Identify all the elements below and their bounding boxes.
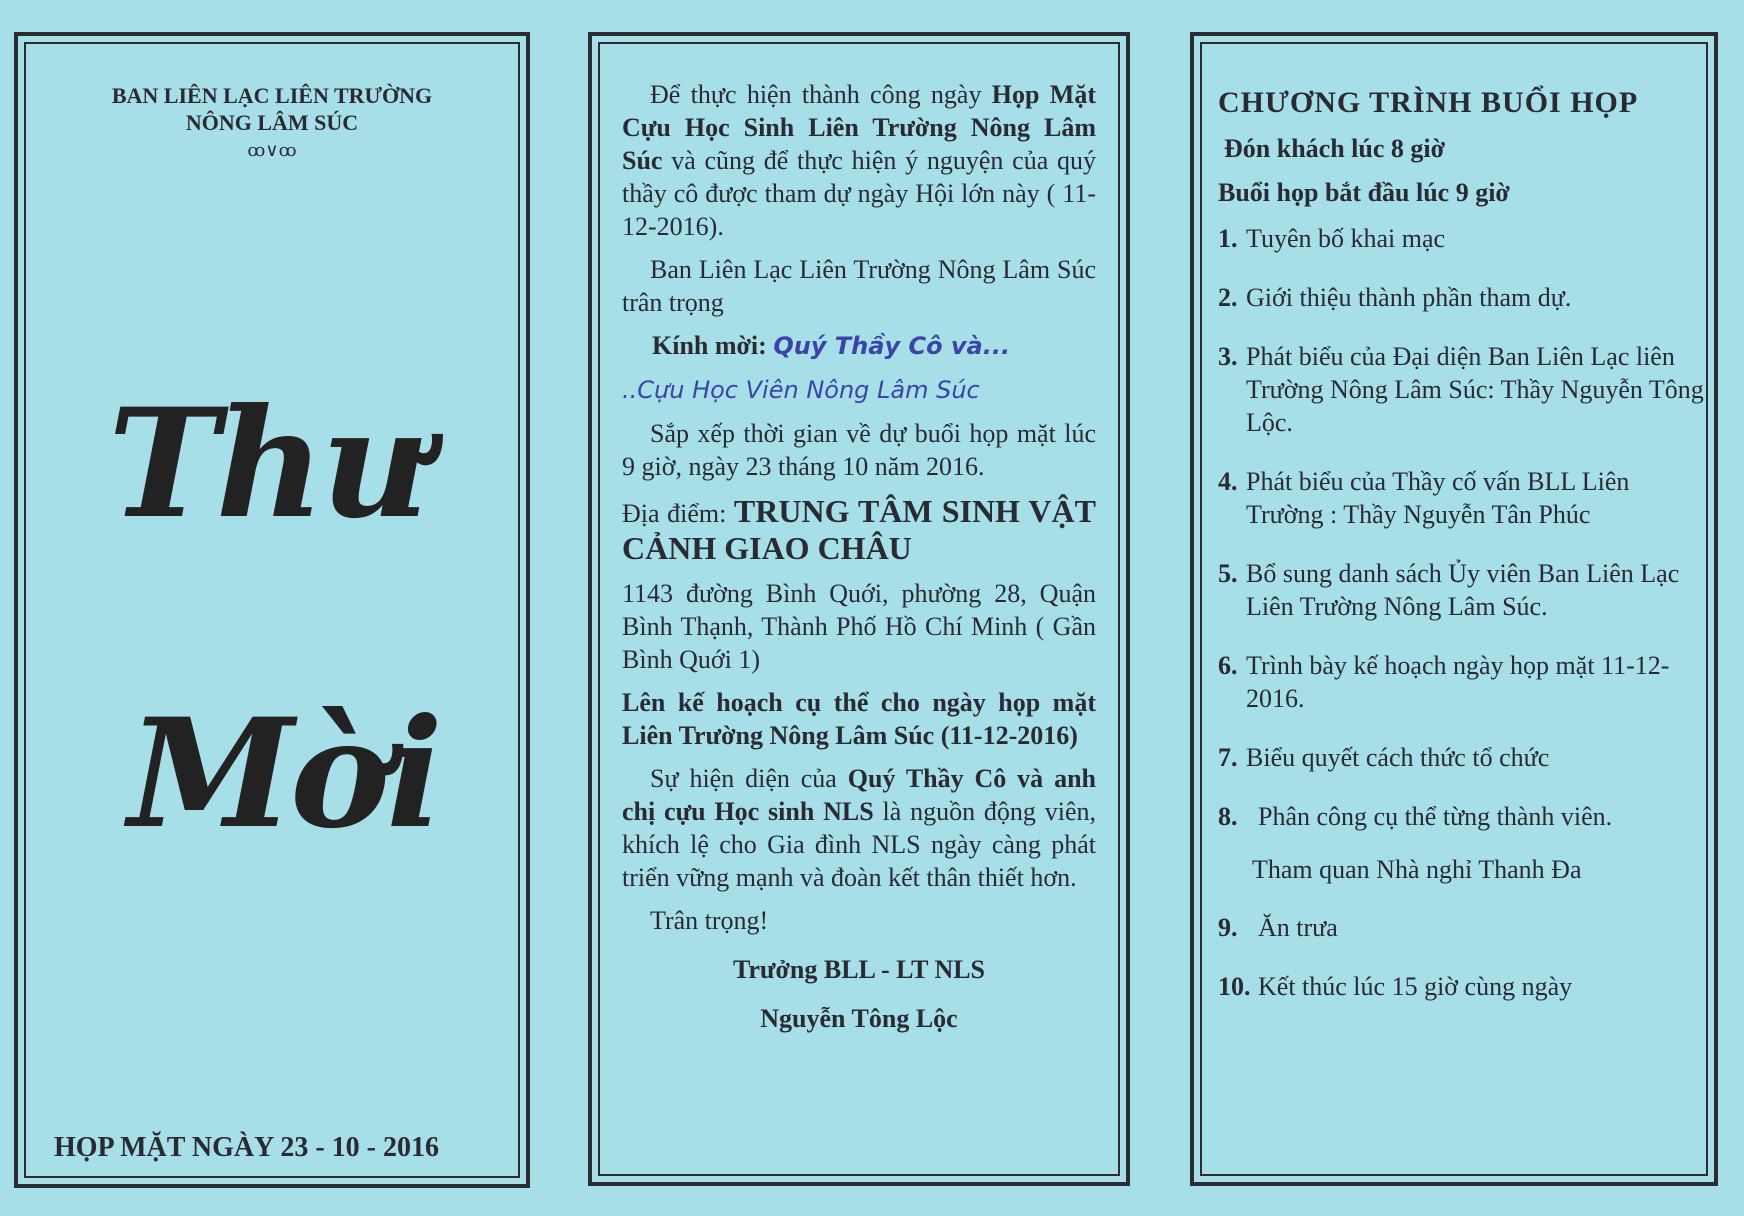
item-number: 6. <box>1218 651 1238 680</box>
item-number: 2. <box>1218 283 1238 312</box>
cover-panel <box>14 32 530 1188</box>
meeting-date: HỌP MẶT NGÀY 23 - 10 - 2016 <box>54 1132 439 1163</box>
item-text: Trình bày kế hoạch ngày họp mặt 11-12-2016. <box>1246 651 1670 713</box>
item-number: 1. <box>1218 224 1238 253</box>
intro-text-a: Để thực hiện thành công ngày <box>650 80 992 109</box>
presence-text-c: là nguồn động viên, khích lệ cho Gia đình NLS ngày càng phát triển vững mạnh và đoàn kết thân thiết hơn. <box>622 797 1096 892</box>
program-item <box>1218 465 1704 531</box>
invite-handwritten-2: ..Cựu Học Viên Nông Lâm Súc <box>622 376 980 404</box>
item-number: 9. <box>1218 913 1238 942</box>
program-item <box>1218 557 1704 623</box>
signer-title: Trưởng BLL - LT NLS <box>732 955 986 984</box>
presence-text-bold: Quý Thầy Cô và anh chị cựu Học sinh NLS <box>622 764 1096 826</box>
item-number: 7. <box>1218 743 1238 772</box>
item-text: Phát biểu của Đại diện Ban Liên Lạc liên Trường Nông Lâm Súc: Thầy Nguyễn Tông Lộc. <box>1246 342 1704 437</box>
venue-paragraph <box>622 493 1096 567</box>
item-number: 4. <box>1218 467 1238 496</box>
org-line-2: NÔNG LÂM SÚC <box>185 110 359 135</box>
program-item <box>1218 649 1704 715</box>
item-number: 5. <box>1218 559 1238 588</box>
signer-name: Nguyễn Tông Lộc <box>760 1004 958 1033</box>
welcome-time: Đón khách lúc 8 giờ <box>1224 134 1445 163</box>
title-word-thu: Thư <box>108 376 426 552</box>
item-text: Phát biểu của Thầy cố vấn BLL Liên Trường : Thầy Nguyễn Tân Phúc <box>1246 467 1630 529</box>
intro-text-bold: Họp Mặt Cựu Học Sinh Liên Trường Nông Lâm Súc <box>622 80 1096 175</box>
arrange-paragraph: Sắp xếp thời gian về dự buổi họp mặt lúc 9 giờ, ngày 23 tháng 10 năm 2016. <box>622 419 1096 481</box>
program-item <box>1218 222 1704 255</box>
program-item <box>1218 340 1704 439</box>
program-item <box>1218 741 1704 774</box>
item-text: Giới thiệu thành phần tham dự. <box>1246 283 1572 312</box>
invite-handwritten-1: Quý Thầy Cô và... <box>773 332 1011 360</box>
org-line-1: BAN LIÊN LẠC LIÊN TRƯỜNG <box>111 83 433 108</box>
item-text: Bổ sung danh sách Ủy viên Ban Liên Lạc Liên Trường Nông Lâm Súc. <box>1246 559 1680 621</box>
title-word-moi: Mời <box>128 686 440 862</box>
program-item <box>1218 970 1704 1003</box>
item-text: Biểu quyết cách thức tổ chức <box>1246 743 1550 772</box>
program-item <box>1218 281 1704 314</box>
item-number: 3. <box>1218 342 1238 371</box>
item-text: Phân công cụ thể từng thành viên. <box>1258 802 1613 831</box>
item-text: Kết thúc lúc 15 giờ cùng ngày <box>1258 972 1573 1001</box>
venue-label: Địa điểm: <box>622 499 734 528</box>
intro-paragraph <box>622 78 1096 243</box>
venue-name: TRUNG TÂM SINH VẬT CẢNH GIAO CHÂU <box>622 493 1096 566</box>
invite-line-2 <box>622 373 1096 407</box>
regards: Trân trọng! <box>650 906 769 935</box>
organizer-heading <box>28 82 516 136</box>
presence-paragraph <box>622 762 1096 894</box>
ornament-icon: ꝏ∨ꝏ <box>247 140 297 160</box>
item-text: Tuyên bố khai mạc <box>1246 224 1446 253</box>
program-item <box>1218 911 1704 944</box>
org-paragraph: Ban Liên Lạc Liên Trường Nông Lâm Súc trân trọng <box>622 255 1096 317</box>
item-number: 10. <box>1218 972 1251 1001</box>
plan-paragraph: Lên kế hoạch cụ thể cho ngày họp mặt Liên Trường Nông Lâm Súc (11-12-2016) <box>622 688 1096 750</box>
address-paragraph: 1143 đường Bình Quới, phường 28, Quận Bình Thạnh, Thành Phố Hồ Chí Minh ( Gần Bình Quới 1) <box>622 579 1096 674</box>
program-item <box>1218 800 1704 833</box>
program-panel <box>1190 32 1718 1186</box>
invitation-panel <box>588 32 1130 1186</box>
invite-line <box>622 329 1096 363</box>
program-title: CHƯƠNG TRÌNH BUỔI HỌP <box>1218 86 1639 119</box>
intro-text-c: và cũng để thực hiện ý nguyện của quý thầy cô được tham dự ngày Hội lớn này ( 11-12-2016). <box>622 146 1096 241</box>
presence-text-a: Sự hiện diện của <box>650 764 848 793</box>
program-extra: Tham quan Nhà nghỉ Thanh Đa <box>1252 855 1582 884</box>
start-time: Buổi họp bắt đầu lúc 9 giờ <box>1218 178 1510 207</box>
item-text: Ăn trưa <box>1258 913 1338 942</box>
item-number: 8. <box>1218 802 1238 831</box>
invite-label: Kính mời: <box>652 331 774 360</box>
